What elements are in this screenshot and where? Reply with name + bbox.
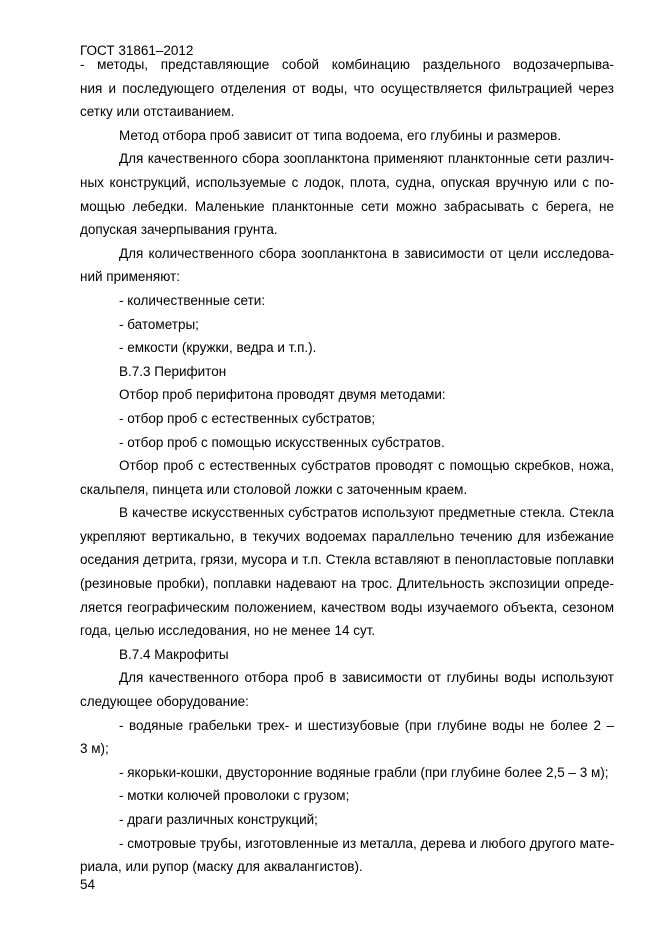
text-line: следующее оборудование: [80,694,249,710]
text-line: ляется географическим положением, качеством воды изучаемого объекта, сезоном [80,599,614,615]
text-line: - отбор проб с естественных субстратов; [119,410,376,426]
page-number: 54 [80,877,96,892]
text-line: - количественные сети: [119,292,266,308]
text-line: риала, или рупор (маску для аквалангистов). [80,859,363,875]
text-line: ных конструкций, используемые с лодок, плота, судна, опуская вручную или с по- [80,174,614,190]
text-line: укрепляют вертикально, в текучих водоемах параллельно течению для избежание [80,528,614,544]
text-line: - смотровые трубы, изготовленные из металла, дерева и любого другого мате- [119,835,614,851]
text-line: 3 м); [80,741,109,757]
text-line: ний применяют: [80,269,180,285]
text-line: - батометры; [119,316,199,332]
text-line: (резиновые пробки), поплавки надевают на трос. Длительность экспозиции опреде- [80,576,614,592]
text-line: мощью лебедки. Маленькие планктонные сети можно забрасывать с берега, не [80,198,614,214]
text-line: В качестве искусственных субстратов используют предметные стекла. Стекла [119,505,614,521]
text-line: - отбор проб с помощью искусственных субстратов. [119,434,445,450]
text-line: Метод отбора проб зависит от типа водоема, его глубины и размеров. [119,127,562,143]
text-line: Для количественного сбора зоопланктона в зависимости от цели исследова- [119,245,614,261]
text-line: - драги различных конструкций; [119,812,318,827]
text-line: скальпеля, пинцета или столовой ложки с заточенным краем. [80,481,468,497]
text-line: года, целью исследования, но не менее 14 сут. [80,623,376,639]
document-header: ГОСТ 31861–2012 [80,43,194,58]
text-line: ния и последующего отделения от воды, что осуществляется фильтрацией через [80,80,614,96]
text-line: - методы, представляющие собой комбинацию раздельного водозачерпыва- [80,57,614,72]
text-line: Для качественного отбора проб в зависимости от глубины воды используют [119,670,614,686]
text-line: Отбор проб перифитона проводят двумя методами: [119,387,446,403]
body-text [80,53,614,879]
text-line: оседания детрита, грязи, мусора и т.п. Стекла вставляют в пенопластовые поплавки [80,552,614,568]
text-line: допуская зачерпывания грунта. [80,222,278,238]
text-line: Отбор проб с естественных субстратов проводят с помощью скребков, ножа, [119,458,614,474]
text-line: В.7.4 Макрофиты [119,646,229,662]
text-line: сетку или отстаиванием. [80,104,235,120]
text-line: - емкости (кружки, ведра и т.п.). [119,340,317,356]
text-line: В.7.3 Перифитон [119,363,227,379]
text-line: - мотки колючей проволоки с грузом; [119,788,350,804]
text-line: Для качественного сбора зоопланктона применяют планктонные сети различ- [119,151,614,167]
text-line: - водяные грабельки трех- и шестизубовые (при глубине воды не более 2 – [119,717,614,733]
text-line: - якорьки-кошки, двусторонние водяные грабли (при глубине более 2,5 – 3 м); [119,764,609,780]
